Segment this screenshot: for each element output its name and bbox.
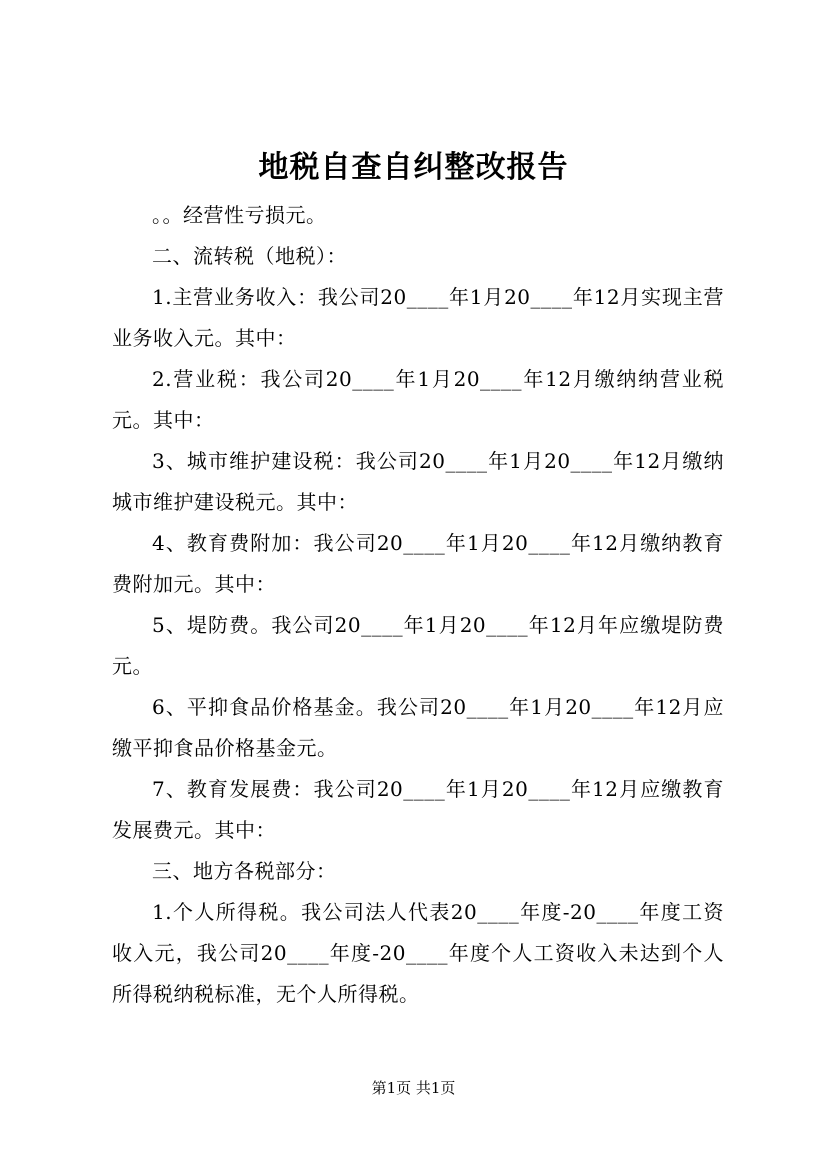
document-body bbox=[112, 195, 724, 1015]
document-title: 地税自查自纠整改报告 bbox=[258, 150, 569, 185]
page-footer: 第1页 共1页 bbox=[371, 1079, 456, 1097]
paragraph: 。。经营性亏损元。 bbox=[152, 203, 327, 227]
paragraph: 1.个人所得税。我公司法人代表20____年度-20____年度工资收入元，我公司20____年度-20____年度个人工资收入未达到个人所得税纳税标准，无个人所得税。 bbox=[112, 900, 724, 1006]
paragraph: 7、教育发展费：我公司20____年1月20____年12月应缴教育发展费元。其中： bbox=[112, 777, 724, 842]
paragraph: 4、教育费附加：我公司20____年1月20____年12月缴纳教育费附加元。其中： bbox=[112, 531, 724, 596]
section-heading: 二、流转税（地税）： bbox=[152, 244, 347, 268]
paragraph: 6、平抑食品价格基金。我公司20____年1月20____年12月应缴平抑食品价格基金元。 bbox=[112, 695, 724, 760]
section-heading: 三、地方各税部分： bbox=[152, 859, 337, 883]
paragraph: 1.主营业务收入：我公司20____年1月20____年12月实现主营业务收入元。其中： bbox=[112, 285, 724, 350]
paragraph: 2.营业税：我公司20____年1月20____年12月缴纳纳营业税元。其中： bbox=[112, 367, 724, 432]
paragraph: 5、堤防费。我公司20____年1月20____年12月年应缴堤防费元。 bbox=[112, 613, 724, 678]
paragraph: 3、城市维护建设税：我公司20____年1月20____年12月缴纳城市维护建设税元。其中： bbox=[112, 449, 724, 514]
